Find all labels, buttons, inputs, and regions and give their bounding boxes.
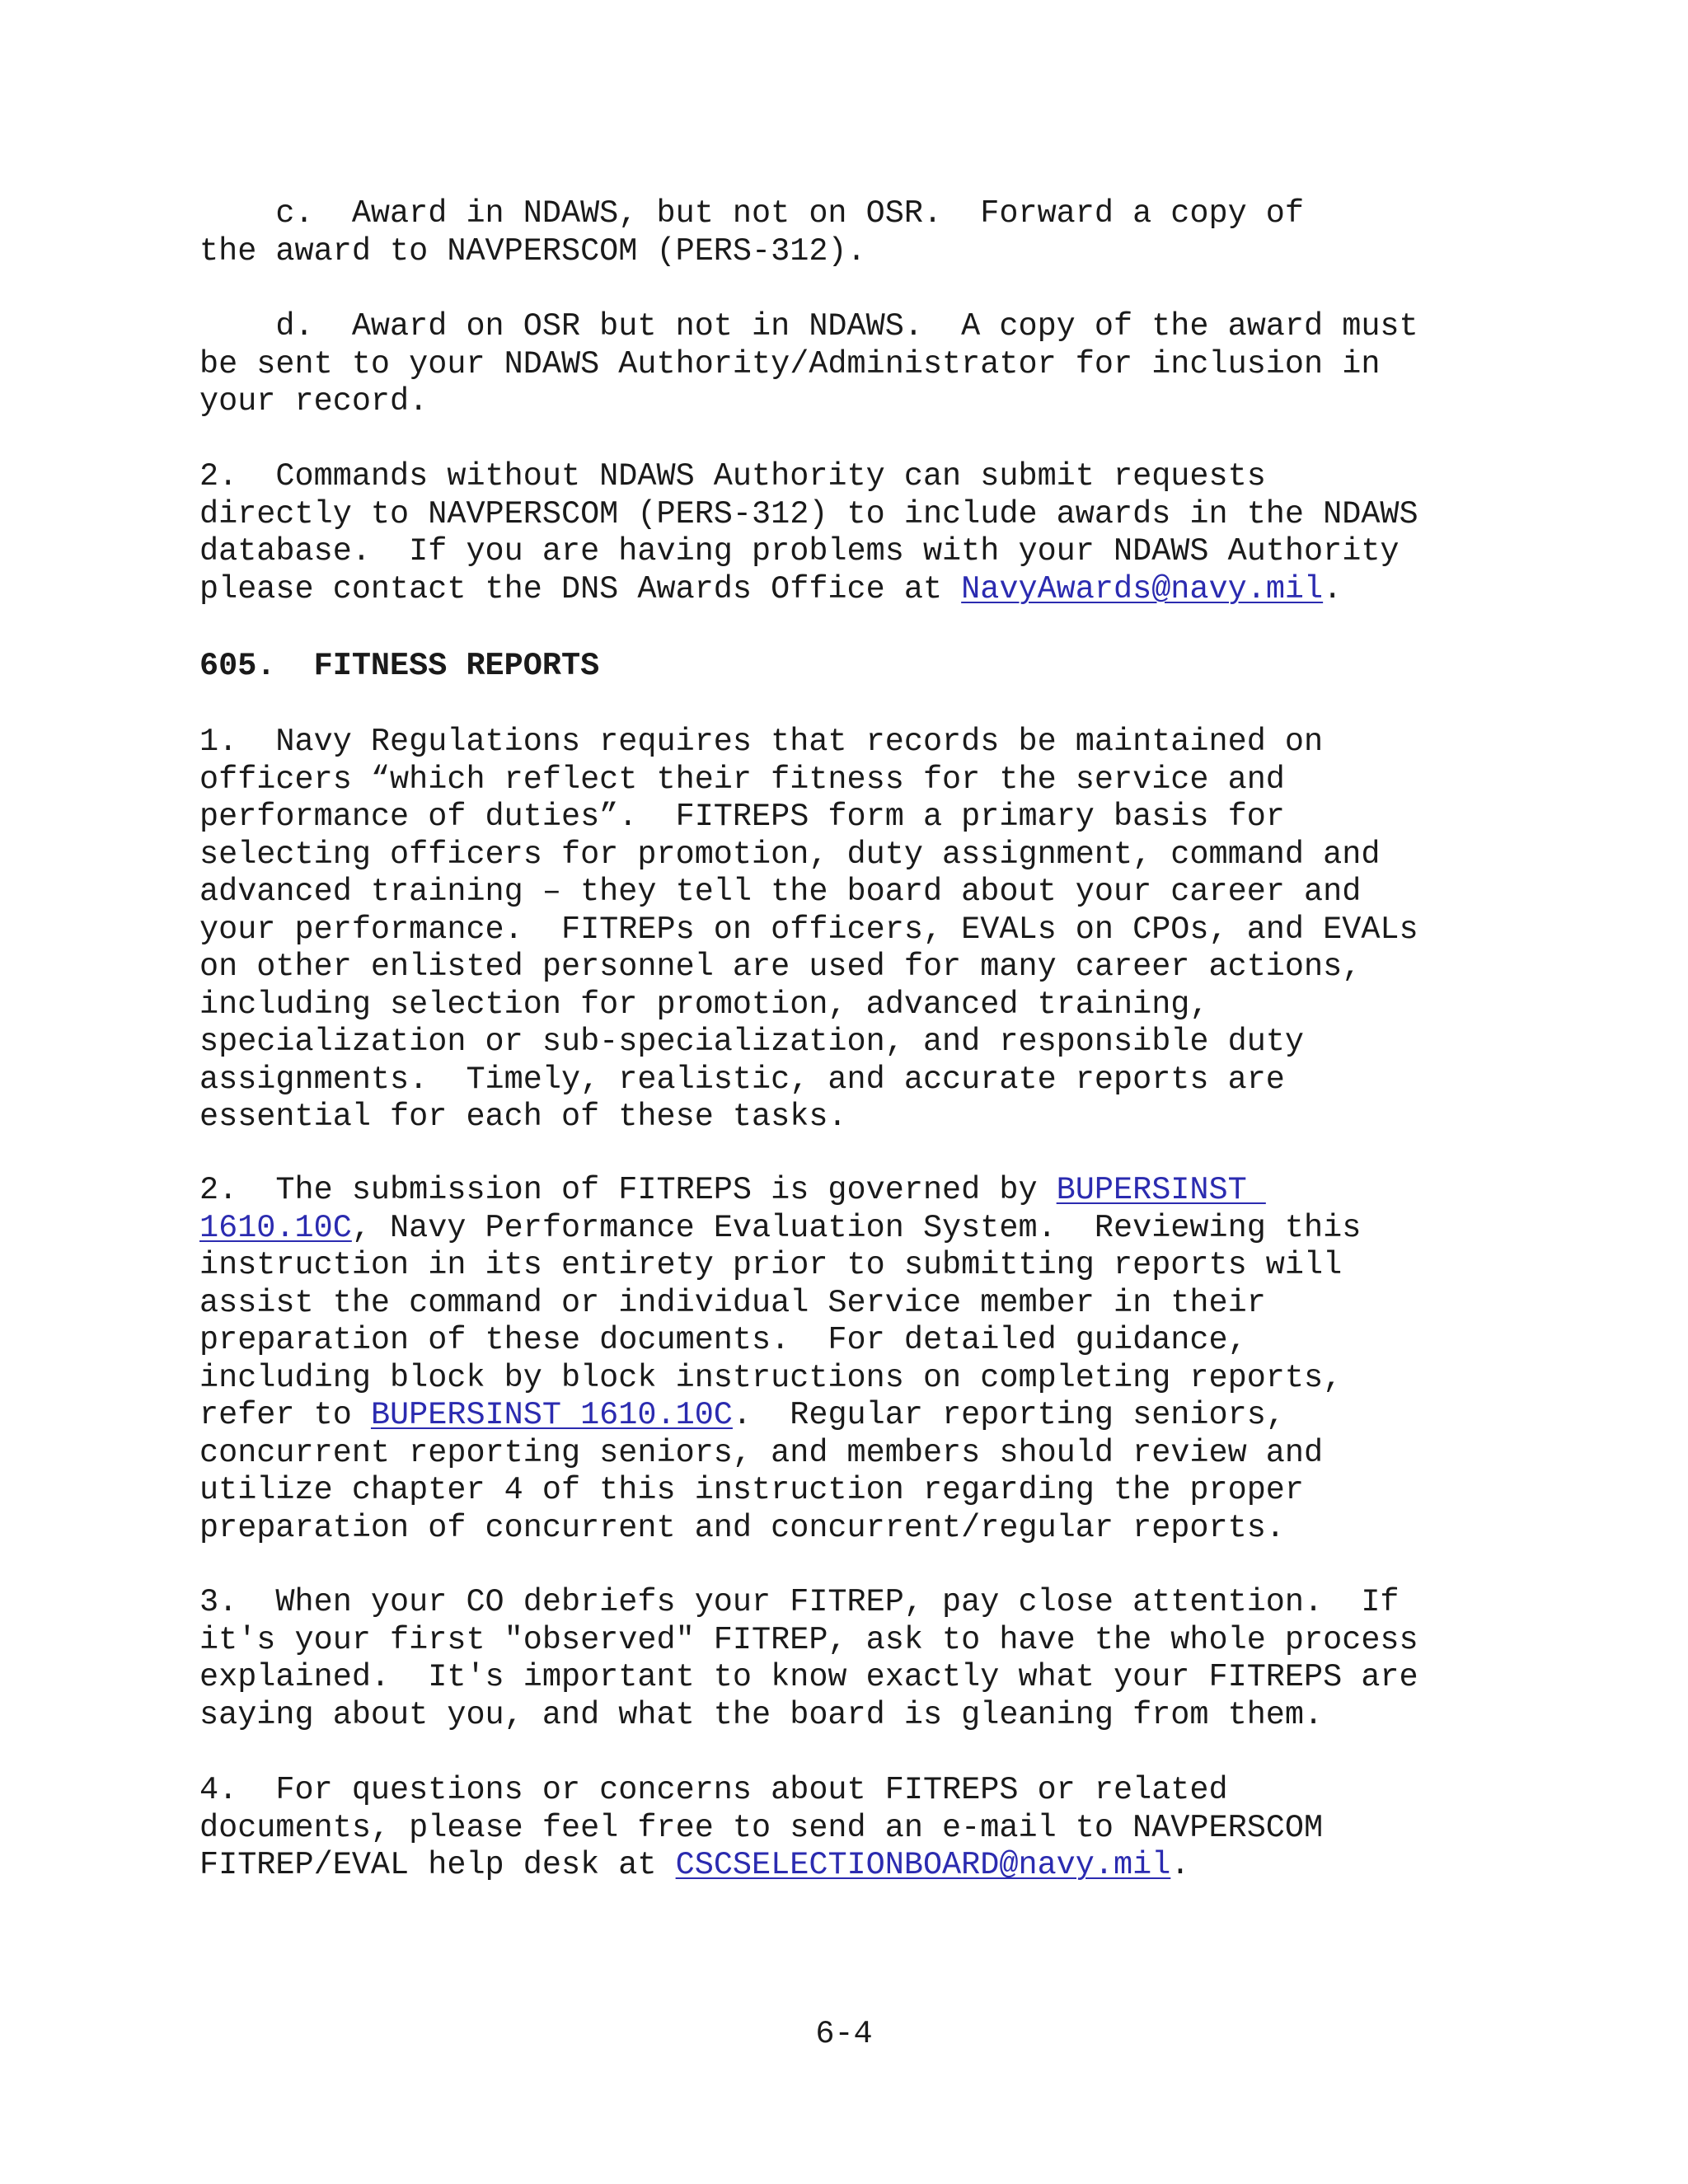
- paragraph-line: performance of duties”. FITREPS form a primary basis for: [199, 799, 1285, 835]
- paragraph-line: 1. Navy Regulations requires that records be maintained on: [199, 724, 1324, 760]
- paragraph-c: [199, 195, 1551, 270]
- paragraph-line: essential for each of these tasks.: [199, 1099, 847, 1135]
- paragraph-line: 2. Commands without NDAWS Authority can submit requests: [199, 458, 1266, 494]
- line-text: . Regular reporting seniors,: [732, 1397, 1285, 1433]
- paragraph-line: 3. When your CO debriefs your FITREP, pay close attention. If: [199, 1584, 1400, 1620]
- paragraph-line: [199, 1210, 1551, 1248]
- paragraph-line: concurrent reporting seniors, and members should review and: [199, 1434, 1324, 1471]
- paragraph-line: [199, 1397, 1551, 1435]
- paragraph-line: be sent to your NDAWS Authority/Administrator for inclusion in: [199, 345, 1381, 382]
- paragraph-line: [199, 571, 1551, 609]
- paragraph-line: assist the command or individual Service member in their: [199, 1284, 1266, 1321]
- line-text: refer to: [199, 1397, 371, 1433]
- paragraph-line: 4. For questions or concerns about FITREPS or related: [199, 1772, 1228, 1808]
- page-number: 6-4: [815, 2016, 873, 2052]
- paragraph-2-fitrep: [199, 1172, 1551, 1547]
- paragraph-3-fitrep: [199, 1584, 1551, 1734]
- paragraph-4-fitrep: [199, 1772, 1551, 1885]
- paragraph-line: utilize chapter 4 of this instruction regarding the proper: [199, 1472, 1305, 1508]
- paragraph-line: [199, 1172, 1551, 1210]
- bupersinst-link-part1[interactable]: BUPERSINST: [1056, 1172, 1266, 1208]
- paragraph-line: specialization or sub-specialization, and responsible duty: [199, 1024, 1305, 1060]
- paragraph-line: saying about you, and what the board is gleaning from them.: [199, 1696, 1324, 1733]
- paragraph-line: c. Award in NDAWS, but not on OSR. Forward a copy of: [199, 195, 1305, 232]
- paragraph-line: your record.: [199, 383, 429, 419]
- paragraph-line: assignments. Timely, realistic, and accurate reports are: [199, 1061, 1285, 1098]
- line-text: FITREP/EVAL help desk at: [199, 1847, 676, 1883]
- line-text: 2. The submission of FITREPS is governed by: [199, 1172, 1057, 1208]
- paragraph-line: explained. It's important to know exactly what your FITREPS are: [199, 1659, 1418, 1695]
- bupersinst-link-2[interactable]: BUPERSINST 1610.10C: [370, 1397, 733, 1433]
- paragraph-d: [199, 308, 1551, 421]
- line-text: please contact the DNS Awards Office at: [199, 570, 962, 607]
- paragraph-line: your performance. FITREPs on officers, EVALs on CPOs, and EVALs: [199, 911, 1418, 948]
- paragraph-2-ndaws: [199, 458, 1551, 608]
- paragraph-line: directly to NAVPERSCOM (PERS-312) to include awards in the NDAWS: [199, 495, 1418, 532]
- navy-awards-email-link[interactable]: NavyAwards@navy.mil: [961, 570, 1324, 607]
- paragraph-line: preparation of these documents. For detailed guidance,: [199, 1322, 1247, 1358]
- paragraph-line: advanced training – they tell the board about your career and: [199, 874, 1362, 910]
- section-heading: 605. FITNESS REPORTS: [199, 648, 600, 684]
- paragraph-line: officers “which reflect their fitness for the service and: [199, 761, 1285, 798]
- paragraph-line: [199, 1847, 1551, 1885]
- line-text: .: [1323, 570, 1343, 607]
- paragraph-line: instruction in its entirety prior to submitting reports will: [199, 1247, 1343, 1283]
- paragraph-line: the award to NAVPERSCOM (PERS-312).: [199, 232, 866, 269]
- paragraph-line: including selection for promotion, advanced training,: [199, 986, 1209, 1023]
- paragraph-1-fitrep: [199, 724, 1551, 1137]
- paragraph-line: d. Award on OSR but not in NDAWS. A copy of the award must: [199, 308, 1418, 344]
- paragraph-line: including block by block instructions on completing reports,: [199, 1359, 1343, 1396]
- paragraph-line: database. If you are having problems with your NDAWS Authority: [199, 533, 1400, 569]
- paragraph-line: on other enlisted personnel are used for many career actions,: [199, 949, 1362, 985]
- paragraph-line: documents, please feel free to send an e-mail to NAVPERSCOM: [199, 1809, 1324, 1846]
- paragraph-line: selecting officers for promotion, duty assignment, command and: [199, 836, 1381, 873]
- paragraph-line: preparation of concurrent and concurrent/regular reports.: [199, 1509, 1285, 1546]
- fitrep-helpdesk-email-link[interactable]: CSCSELECTIONBOARD@navy.mil: [675, 1847, 1171, 1883]
- line-text: .: [1170, 1847, 1190, 1883]
- bupersinst-link-part2[interactable]: 1610.10C: [199, 1209, 352, 1246]
- line-text: , Navy Performance Evaluation System. Reviewing this: [351, 1209, 1362, 1246]
- paragraph-line: it's your first "observed" FITREP, ask to have the whole process: [199, 1621, 1418, 1658]
